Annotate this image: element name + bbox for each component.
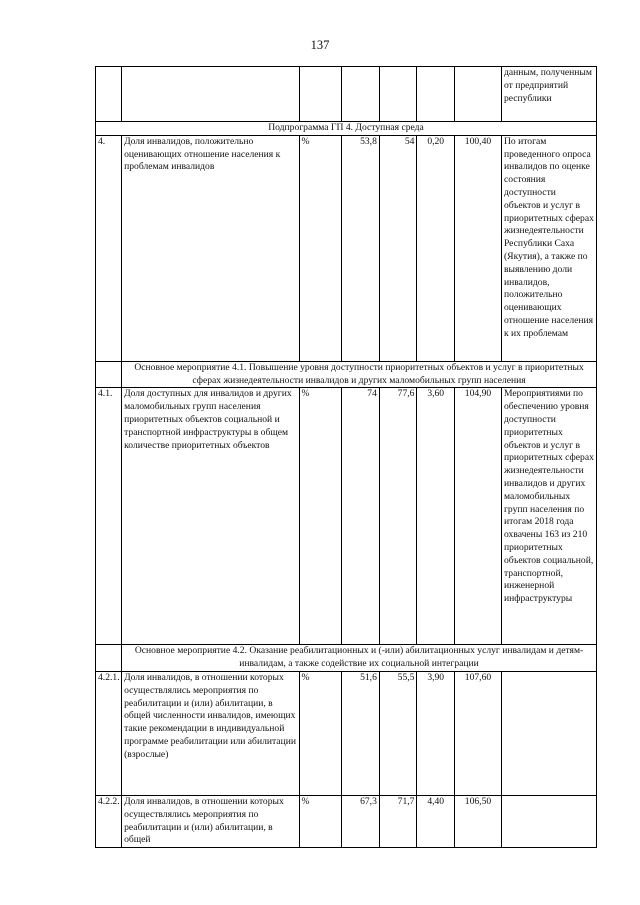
section-row: [96, 645, 597, 672]
unit-cell: %: [299, 795, 342, 847]
deviation-cell: 0,20: [417, 135, 455, 361]
table-row: [96, 135, 597, 361]
row-number: 4.: [96, 135, 122, 361]
indicators-table: [95, 66, 597, 848]
unit-cell: [299, 67, 342, 122]
plan-value-cell: 71,7: [379, 795, 417, 847]
note-cell: [501, 671, 596, 795]
table-row: [96, 388, 597, 645]
unit-cell: %: [299, 671, 342, 795]
base-value-cell: 74: [342, 388, 380, 645]
unit-cell: %: [299, 388, 342, 645]
section-row: [96, 122, 597, 136]
deviation-cell: 4,40: [417, 795, 455, 847]
plan-value-cell: 55,5: [379, 671, 417, 795]
row-number: 4.2.2.: [96, 795, 122, 847]
deviation-cell: 3,90: [417, 671, 455, 795]
empty-cell: [96, 645, 122, 672]
base-value-cell: [342, 67, 380, 122]
indicator-cell: Доля инвалидов, положительно оценивающих отношение населения к проблемам инвалидов: [122, 135, 299, 361]
table-row: [96, 671, 597, 795]
percent-cell: 104,90: [455, 388, 502, 645]
base-value-cell: 67,3: [342, 795, 380, 847]
note-cell: Мероприятиями по обеспечению уровня доступности приоритетных объектов и услуг в приоритетных сферах жизнедеятельности инвалидов и других маломобильных групп населения по итогам 2018 года охвачены 163 из 210 приоритетных объектов социальной, транспортной, инженерной инфраструктуры: [501, 388, 596, 645]
note-cell: данным, полученным от предприятий республики: [501, 67, 596, 122]
subprogram-heading: Подпрограмма ГП 4. Доступная среда: [96, 122, 597, 136]
note-cell: [501, 795, 596, 847]
row-number: 4.2.1.: [96, 671, 122, 795]
section-row: [96, 361, 597, 388]
note-cell: По итогам проведенного опроса инвалидов по оценке состояния доступности объектов и услуг в приоритетных сферах жизнедеятельности Республики Саха (Якутия), а также по выявлению доли инвалидов, положительно оценивающих отношение населения к их проблемам: [501, 135, 596, 361]
percent-cell: 107,60: [455, 671, 502, 795]
base-value-cell: 53,8: [342, 135, 380, 361]
indicator-cell: [122, 67, 299, 122]
plan-value-cell: [379, 67, 417, 122]
percent-cell: [455, 67, 502, 122]
page-number: 137: [310, 38, 330, 52]
plan-value-cell: 54: [379, 135, 417, 361]
unit-cell: %: [299, 135, 342, 361]
table-row: [96, 67, 597, 122]
row-number: 4.1.: [96, 388, 122, 645]
percent-cell: 100,40: [455, 135, 502, 361]
deviation-cell: 3,60: [417, 388, 455, 645]
activity-heading: Основное мероприятие 4.1. Повышение уровня доступности приоритетных объектов и услуг в приоритетных сферах жизнедеятельности инвалидов и других маломобильных групп населения: [122, 361, 597, 388]
row-number: [96, 67, 122, 122]
activity-heading: Основное мероприятие 4.2. Оказание реабилитационных и (-или) абилитационных услуг инвалидам и детям-инвалидам, а также содействие их социальной интеграции: [122, 645, 597, 672]
indicator-cell: Доля инвалидов, в отношении которых осуществлялись мероприятия по реабилитации и (или) абилитации, в общей: [122, 795, 299, 847]
base-value-cell: 51,6: [342, 671, 380, 795]
plan-value-cell: 77,6: [379, 388, 417, 645]
deviation-cell: [417, 67, 455, 122]
empty-cell: [96, 361, 122, 388]
indicator-cell: Доля доступных для инвалидов и других маломобильных групп населения приоритетных объектов социальной и транспортной инфраструктуры в общем количестве приоритетных объектов: [122, 388, 299, 645]
indicator-cell: Доля инвалидов, в отношении которых осуществлялись мероприятия по реабилитации и (или) абилитации, в общей численности инвалидов, имеющих такие рекомендации в индивидуальной программе реабилитации или абилитации (взрослые): [122, 671, 299, 795]
table-row: [96, 795, 597, 847]
percent-cell: 106,50: [455, 795, 502, 847]
